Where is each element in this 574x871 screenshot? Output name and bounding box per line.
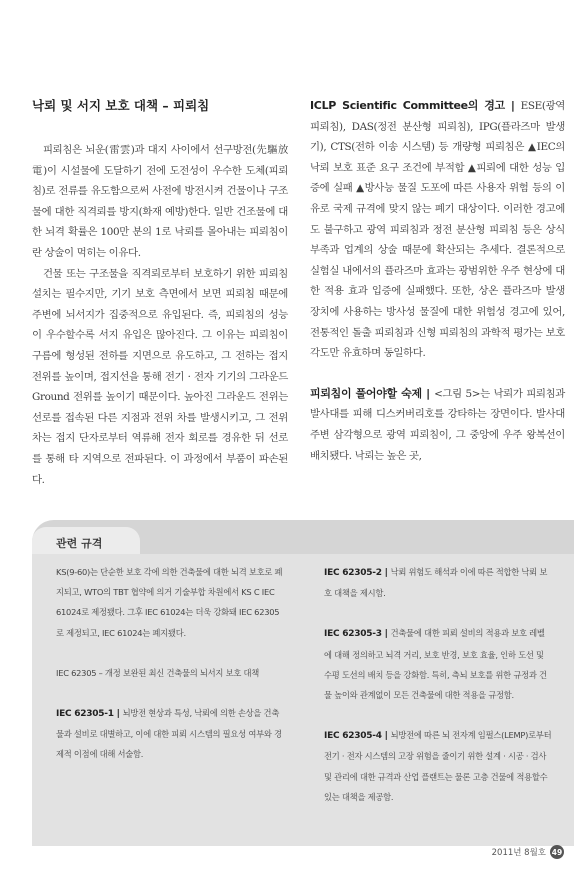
- standard-62305-3-key: IEC 62305-3 |: [324, 629, 391, 640]
- left-column: [32, 140, 288, 490]
- standard-62305-1: [56, 703, 284, 765]
- right-paragraph-2: [310, 384, 565, 466]
- standard-62305-2-text: 낙뢰 위험도 해석과 이에 따른 적합한 낙뢰 보호 대책을 제시함.: [324, 567, 548, 599]
- standard-ks-text: KS(9-60)는 단순한 보호 각에 의한 건축물에 대한 뇌격 보호로 폐지되고, WTO의 TBT 협약에 의거 기술부합 차원에서 KS C IEC 61024로 제정됐다. 그후 IEC 61024는 더욱 강화돼 IEC 62305로 제정되고, IEC 61024는 폐지됐다.: [56, 567, 283, 638]
- standard-62305-1-key: IEC 62305-1 |: [56, 709, 123, 720]
- right-column: [310, 96, 565, 466]
- homework-body: <그림 5>는 낙뢰가 피뢰침과 발사대를 피해 디스커버리호를 강타하는 장면이다. 발사대 주변 삼각형으로 광역 피뢰침이, 그 중앙에 우주 왕복선이 배치됐다. 낙뢰는 높은 곳,: [310, 387, 565, 462]
- right-paragraph-1: [310, 96, 565, 364]
- standard-62305-4: [324, 725, 552, 807]
- standard-62305-4-key: IEC 62305-4 |: [324, 731, 391, 742]
- page-number: 49: [550, 845, 564, 859]
- standard-62305-4-text: 뇌방전에 따른 뇌 전자계 임펄스(LEMP)로부터 전기 · 전자 시스템의 고장 위험을 줄이기 위한 설계 · 시공 · 검사 및 관리에 대한 규격과 산업 플랜트는 물론 고층 건물에 적용할수 있는 대책을 제공함.: [324, 730, 552, 802]
- left-paragraph-1: 피뢰침은 뇌운(雷雲)과 대지 사이에서 선구방전(先驅放電)이 시설물에 도달하기 전에 도전성이 우수한 도체(피뢰침)로 전류를 유도함으로써 사전에 방전시켜 건물이나 구조물에 대한 직격뢰를 방지(화재 예방)한다. 일반 건조물에 대한 뇌격 확률은 100만 분의 1로 낙뢰를 몰아내는 피뢰침이란 상술이 먹히는 이유다.: [32, 144, 288, 259]
- related-standards-title: 관련 규격: [56, 537, 103, 550]
- standard-62305: [56, 663, 284, 683]
- iclp-body: ESE(광역 피뢰침), DAS(정전 분산형 피뢰침), IPG(플라즈마 발생기), CTS(전하 이송 시스템) 등 개량형 피뢰침은 ▲IEC의 낙뢰 보호 표준 요구 조건에 부적합 ▲피뢰에 대한 성능 입증에 실패 ▲방사능 물질 도포에 따른 사용자 위험 등의 이유로 국제 규격에 맞지 않는 폐기 대상이다. 이러한 경고에도 불구하고 광역 피뢰침과 정전 분산형 피뢰침 등은 상식 부족과 업계의 상술 때문에 확산되는 추세다. 결론적으로 실험실 내에서의 플라즈마 효과는 광범위한 우주 현상에 대한 적용 효과 입증에 실패했다. 또한, 상온 플라즈마 발생 장치에 사용하는 방사성 물질에 대한 위험성 경고에 있어, 전통적인 돌출 피뢰침과 신형 피뢰침의 과학적 평가는 보호 각도만 유효하며 동일하다.: [310, 100, 565, 360]
- standard-62305-3-text: 건축물에 대한 피뢰 설비의 적용과 보호 레벨에 대해 정의하고 뇌격 거리, 보호 반경, 보호 효율, 인하 도선 및 수평 도선의 배치 등을 강화함. 특히, 측뇌 보호를 위한 규정과 건물 높이와 관계없이 모든 건축물에 대한 적용을 규정함.: [324, 628, 547, 701]
- standard-62305-text: IEC 62305 – 개정 보완된 최신 건축물의 뇌서지 보호 대책: [56, 667, 260, 678]
- left-heading: 낙뢰 및 서지 보호 대책 – 피뢰침: [32, 98, 210, 113]
- standard-62305-1-text: 뇌방전 현상과 특성, 낙뢰에 의한 손상을 건축물과 설비로 대별하고, 이에 대한 피뢰 시스템의 필요성 여부와 경제적 이점에 대해 서술함.: [56, 708, 282, 760]
- standards-left-column: [56, 562, 284, 765]
- standard-62305-2: [324, 562, 552, 603]
- standard-62305-2-key: IEC 62305-2 |: [324, 568, 391, 578]
- iclp-heading: ICLP Scientific Committee의 경고 |: [310, 99, 521, 112]
- standards-right-column: [324, 562, 552, 807]
- standard-ks: [56, 562, 284, 643]
- standard-62305-3: [324, 623, 552, 705]
- page-footer: [492, 845, 564, 859]
- homework-heading: 피뢰침이 풀어야할 숙제 |: [310, 386, 435, 400]
- issue-date: 2011년 8월호: [491, 848, 546, 858]
- left-paragraph-2: 건물 또는 구조물을 직격뢰로부터 보호하기 위한 피뢰침 설치는 필수지만, 기기 보호 측면에서 보면 피뢰침 때문에 주변에 뇌서지가 집중적으로 유입된다. 즉, 피뢰침의 성능이 우수할수록 서지 유입은 많아진다. 그 이유는 피뢰침이 구름에 형성된 전하를 지면으로 유도하고, 그 전하는 접지 전위를 높이며, 접지선을 통해 전기 · 전자 기기의 그라운드Ground 전위를 높이기 때문이다. 높아진 그라운드 전위는 선로를 접속된 다른 지점과 전위 차를 발생시키고, 그 전위 차는 접지 단자로부터 역류해 전자 회로를 경유한 뒤 선로를 통해 타 지역으로 전파된다. 이 과정에서 부품이 파손된다.: [32, 267, 288, 486]
